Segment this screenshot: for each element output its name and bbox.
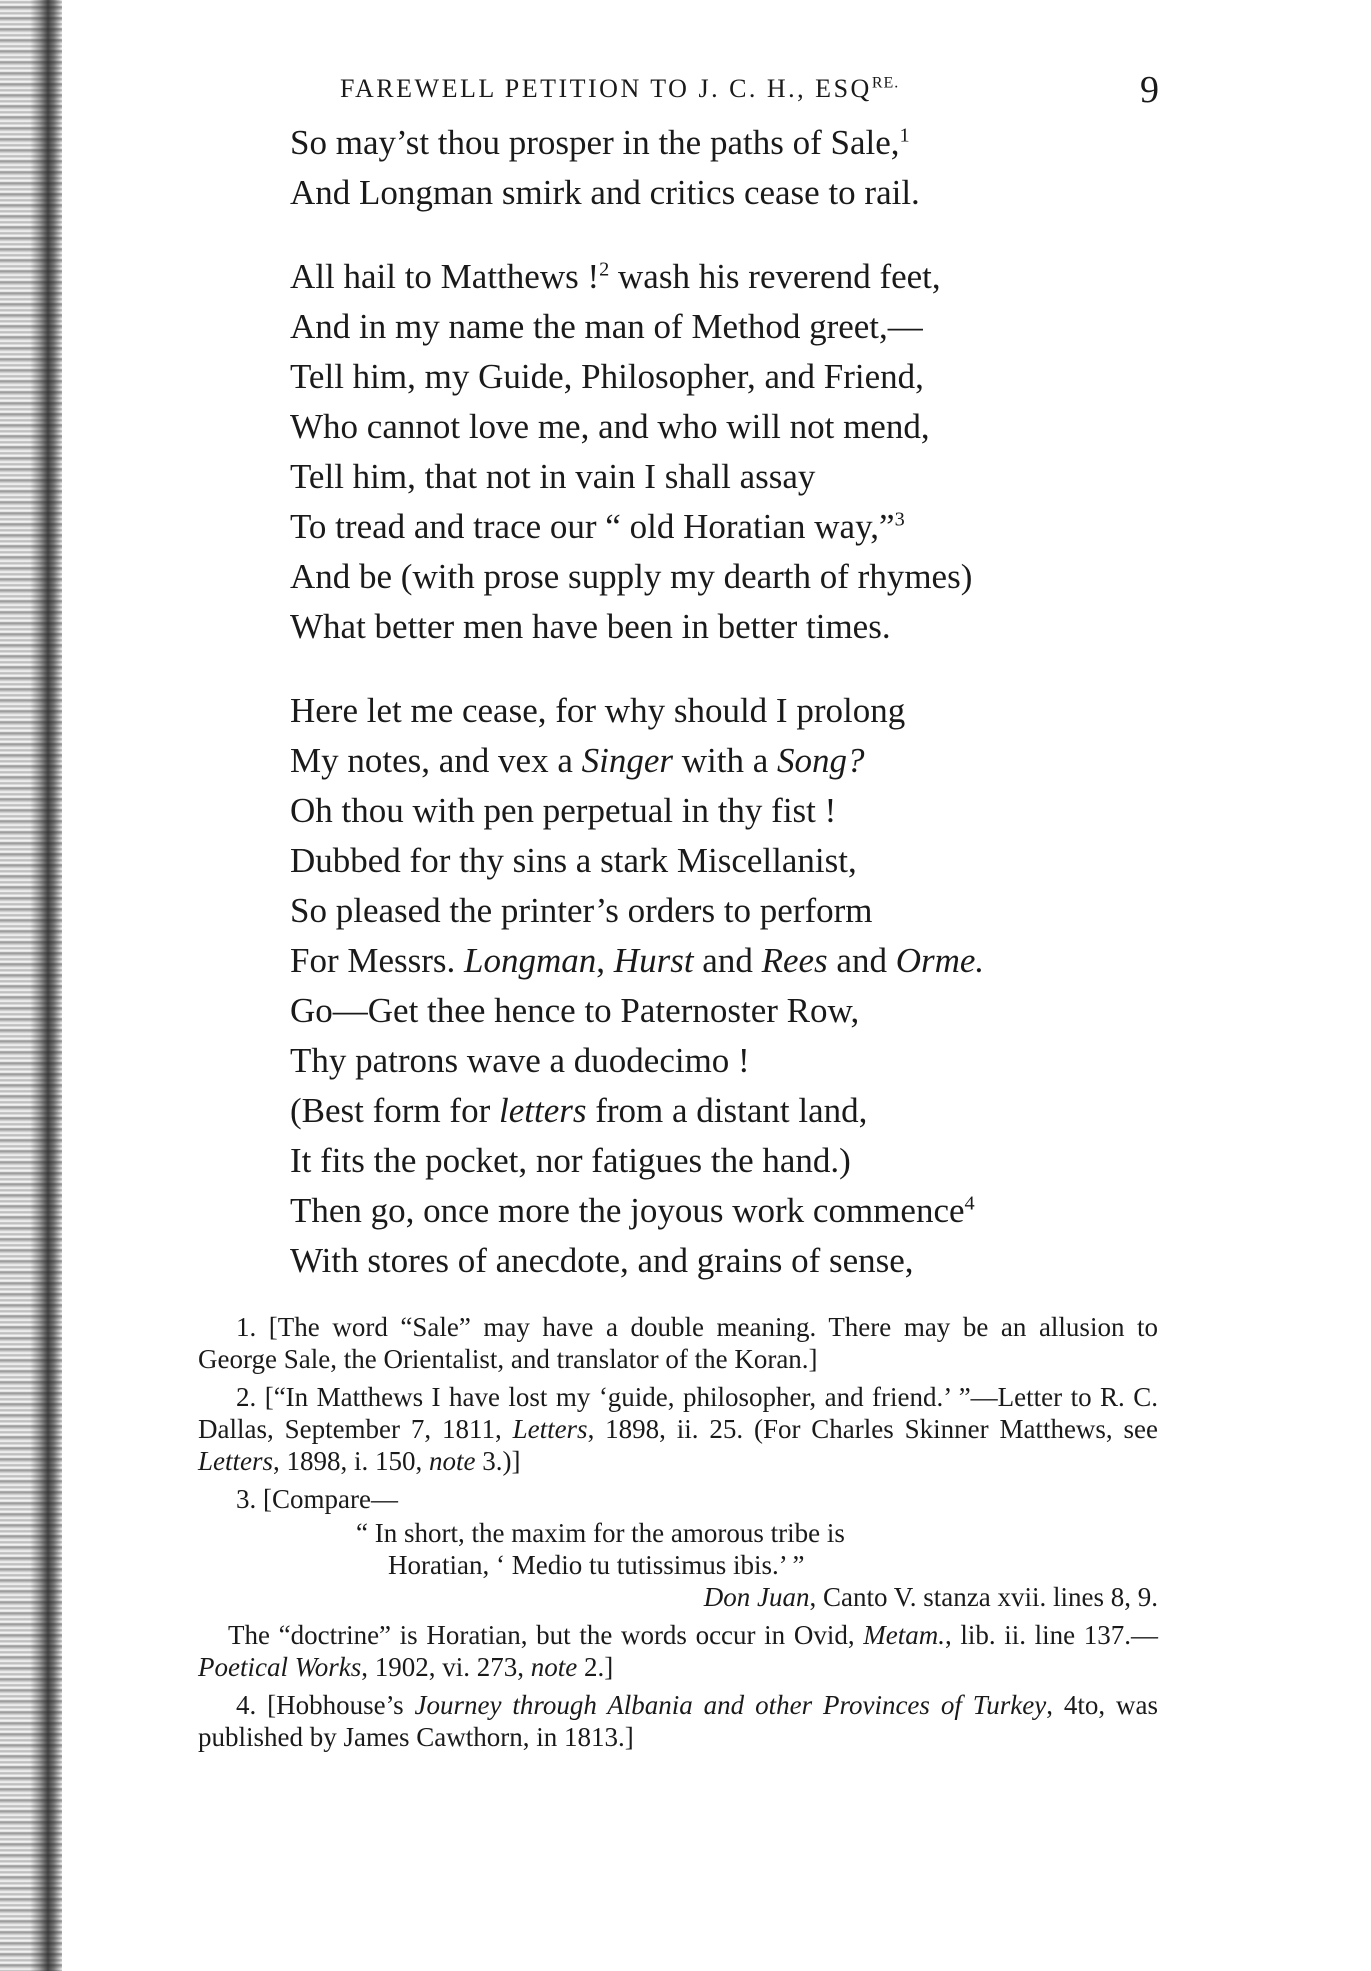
verse-line: With stores of anecdote, and grains of sense, bbox=[290, 1241, 914, 1280]
verse-line: Then go, once more the joyous work commence$^4$ bbox=[290, 1191, 975, 1230]
verse-line: So pleased the printer’s orders to perform bbox=[290, 891, 873, 930]
header-title: FAREWELL PETITION TO J. C. H., ESQ bbox=[340, 74, 872, 103]
footnote-marker: 4 bbox=[964, 1192, 975, 1215]
verse-line: And be (with prose supply my dearth of rhymes) bbox=[290, 557, 973, 596]
stanza bbox=[290, 118, 1210, 218]
stanza bbox=[290, 252, 1210, 652]
verse-line: It fits the pocket, nor fatigues the hand.) bbox=[290, 1141, 851, 1180]
verse-line: For Messrs. Longman, Hurst and Rees and Orme. bbox=[290, 941, 985, 980]
footnote-3: 3. [Compare— bbox=[236, 1484, 398, 1514]
footnote-3-continuation: The “doctrine” is Horatian, but the words occur in Ovid, Metam., lib. ii. line 137.—Poetical Works, 1902, vi. 273, note 2.] bbox=[198, 1620, 1158, 1682]
header-title-superscript: RE. bbox=[871, 74, 900, 92]
poem-verse bbox=[290, 118, 1210, 1320]
verse-line: Dubbed for thy sins a stark Miscellanist, bbox=[290, 841, 857, 880]
verse-line: Tell him, my Guide, Philosopher, and Friend, bbox=[290, 357, 924, 396]
footnote-marker: 1 bbox=[899, 124, 910, 147]
verse-line: Thy patrons wave a duodecimo ! bbox=[290, 1041, 750, 1080]
verse-line: Tell him, that not in vain I shall assay bbox=[290, 457, 816, 496]
footnote-3-quote-line-1: “ In short, the maxim for the amorous tribe is bbox=[356, 1518, 845, 1548]
verse-line: So may’st thou prosper in the paths of Sale,$^1$ bbox=[290, 123, 910, 162]
footnote-2: 2. [“In Matthews I have lost my ‘guide, philosopher, and friend.’ ”—Letter to R. C. Dallas, September 7, 1811, Letters, 1898, ii. 25. (For Charles Skinner Matthews, see Letters, 1898, i. 150, note 3.)] bbox=[198, 1382, 1158, 1476]
page-number: 9 bbox=[1140, 69, 1159, 111]
running-header bbox=[340, 74, 1080, 104]
verse-line: (Best form for letters from a distant land, bbox=[290, 1091, 868, 1130]
verse-line: My notes, and vex a Singer with a Song? bbox=[290, 741, 865, 780]
footnote-4: 4. [Hobhouse’s Journey through Albania and other Provinces of Turkey, 4to, was published by James Cawthorn, in 1813.] bbox=[198, 1690, 1158, 1752]
verse-line: What better men have been in better times. bbox=[290, 607, 891, 646]
footnote-1: 1. [The word “Sale” may have a double meaning. There may be an allusion to George Sale, the Orientalist, and translator of the Koran.] bbox=[198, 1312, 1158, 1374]
verse-line: Here let me cease, for why should I prolong bbox=[290, 691, 906, 730]
verse-line: Go—Get thee hence to Paternoster Row, bbox=[290, 991, 860, 1030]
verse-line: To tread and trace our “ old Horatian way,”$^3$ bbox=[290, 507, 905, 546]
verse-line: Who cannot love me, and who will not mend, bbox=[290, 407, 930, 446]
stanza bbox=[290, 686, 1210, 1286]
book-binding-edge bbox=[0, 0, 62, 1971]
verse-line: All hail to Matthews !$^2$ wash his reverend feet, bbox=[290, 257, 941, 296]
footnote-marker: 2 bbox=[599, 258, 610, 281]
verse-line: And Longman smirk and critics cease to rail. bbox=[290, 173, 920, 212]
verse-line: Oh thou with pen perpetual in thy fist ! bbox=[290, 791, 837, 830]
footnote-marker: 3 bbox=[894, 508, 905, 531]
footnotes bbox=[198, 1311, 1158, 1759]
verse-line: And in my name the man of Method greet,— bbox=[290, 307, 923, 346]
footnote-3-citation: Don Juan, Canto V. stanza xvii. lines 8, 9. bbox=[703, 1582, 1158, 1612]
footnote-3-quote-line-2: Horatian, ‘ Medio tu tutissimus ibis.’ ” bbox=[388, 1550, 805, 1580]
